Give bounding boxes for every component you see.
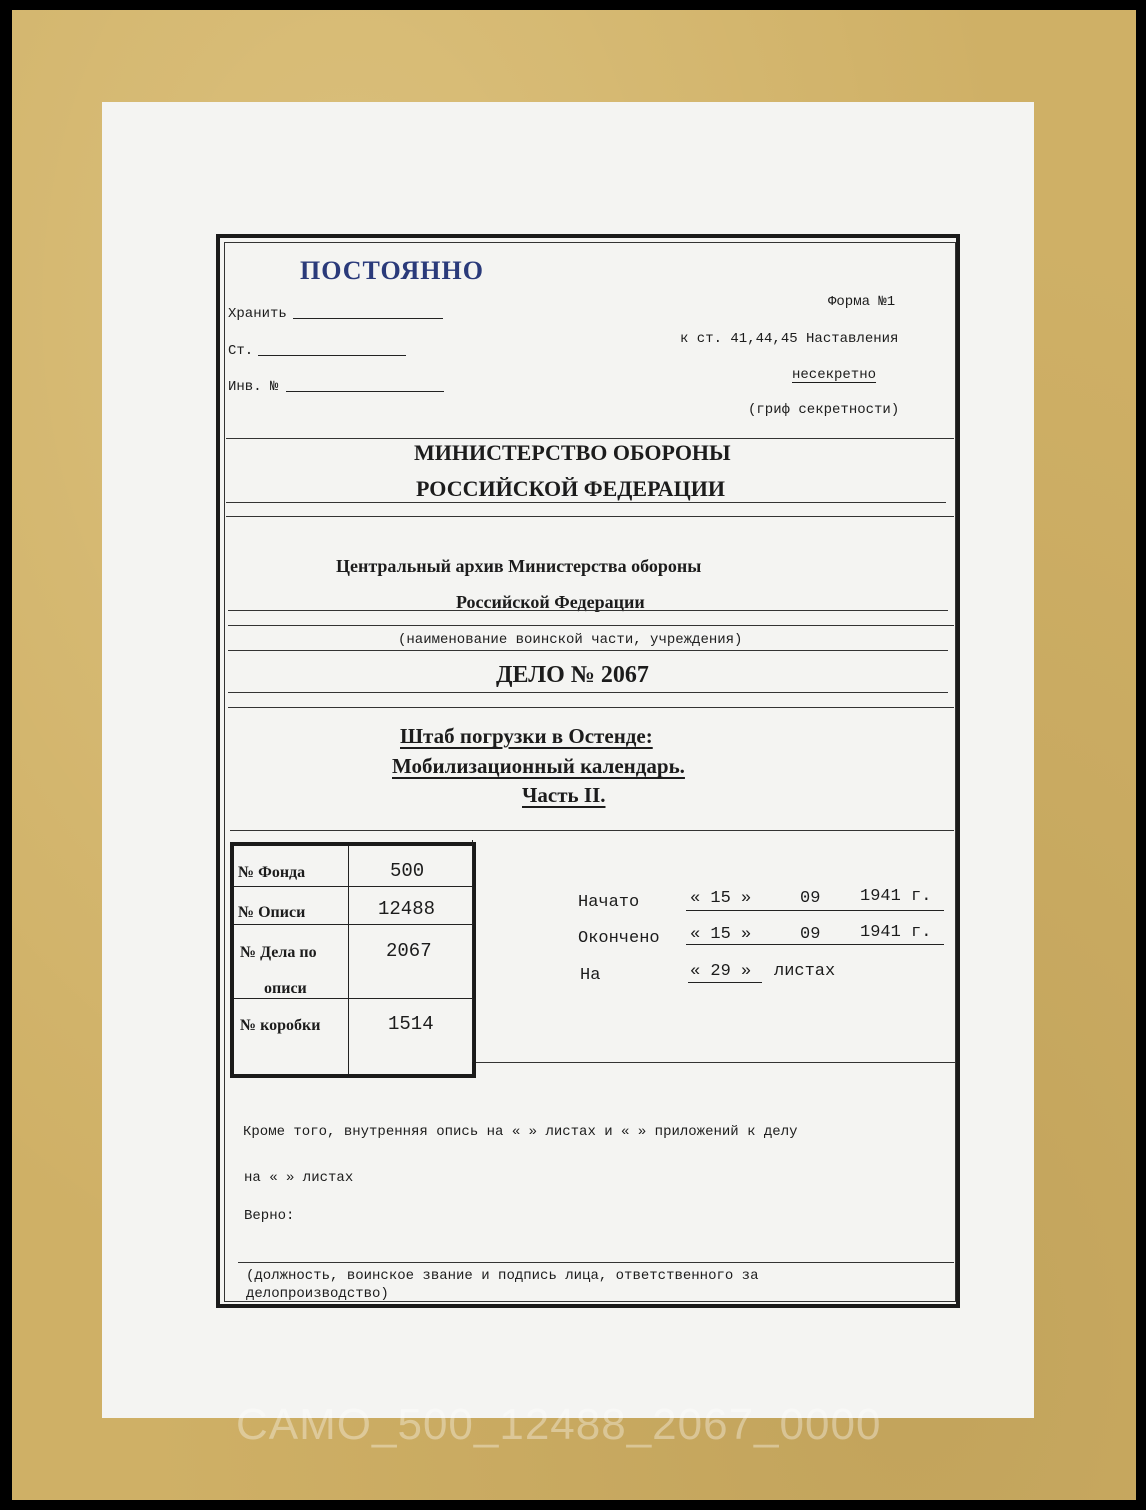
started-month: 09 — [800, 889, 821, 908]
st-label: Ст. — [228, 343, 254, 359]
form-number: Форма №1 — [828, 294, 896, 310]
divider — [228, 625, 954, 626]
fond-value: 500 — [390, 860, 425, 882]
box-label: № коробки — [240, 1017, 321, 1034]
keep-line — [293, 318, 443, 319]
keep-label: Хранить — [228, 306, 287, 322]
divider — [226, 438, 954, 439]
divider — [226, 502, 946, 503]
ids-row-divider — [234, 998, 472, 999]
besides-text: Кроме того, внутренняя опись на « » листах и « » приложений к делу — [243, 1124, 798, 1140]
ids-row-divider — [234, 886, 472, 887]
sheets-count: « 29 » — [690, 962, 752, 981]
archive-line2: Российской Федерации — [456, 592, 645, 612]
ended-day: « 15 » — [690, 925, 752, 944]
case-title: ДЕЛО № 2067 — [496, 662, 649, 688]
articles-ref: к ст. 41,44,45 Наставления — [680, 331, 899, 347]
position-caption-line1: (должность, воинское звание и подпись лица, ответственного за — [246, 1268, 759, 1284]
sheets-label: листах — [774, 962, 836, 981]
vertical-divider — [472, 840, 473, 1062]
secrecy-caption: (гриф секретности) — [748, 402, 900, 418]
delo-label-line1: № Дела по — [240, 944, 317, 961]
ids-row-divider — [234, 924, 472, 925]
verified-label: Верно: — [244, 1208, 295, 1224]
delo-value: 2067 — [386, 940, 432, 962]
archive-caption: (наименование воинской части, учреждения) — [398, 632, 743, 648]
scan-watermark: CAMO_500_12488_2067_0000 — [236, 1400, 882, 1449]
started-label: Начато — [578, 893, 640, 912]
position-caption-line2: делопроизводство) — [246, 1286, 389, 1302]
sheets-line — [688, 982, 762, 983]
st-line — [258, 355, 406, 356]
divider — [228, 707, 954, 708]
delo-label-line2: описи — [264, 980, 307, 997]
ministry-line2: РОССИЙСКОЙ ФЕДЕРАЦИИ — [416, 476, 725, 501]
box-value: 1514 — [388, 1013, 434, 1035]
permanent-stamp: ПОСТОЯННО — [300, 256, 484, 285]
inv-label: Инв. № — [228, 379, 279, 395]
started-day: « 15 » — [690, 889, 752, 908]
divider — [230, 830, 954, 831]
divider — [228, 650, 948, 651]
started-year: 1941 г. — [860, 887, 932, 906]
divider — [228, 610, 948, 611]
started-line — [686, 910, 944, 911]
opis-label: № Описи — [238, 904, 306, 921]
case-subject-line1: Штаб погрузки в Остенде: — [400, 724, 653, 748]
divider — [228, 692, 948, 693]
on-sheets-text: на « » листах — [244, 1170, 354, 1186]
divider — [476, 1062, 956, 1063]
case-subject-line3: Часть II. — [522, 783, 606, 807]
opis-value: 12488 — [378, 898, 436, 920]
ended-month: 09 — [800, 925, 821, 944]
fond-label: № Фонда — [238, 864, 306, 881]
ended-line — [686, 944, 944, 945]
ended-year: 1941 г. — [860, 923, 932, 942]
secrecy-value: несекретно — [792, 367, 877, 383]
ended-label: Окончено — [578, 929, 660, 948]
inv-line — [286, 391, 444, 392]
ids-column-divider — [348, 846, 349, 1074]
divider — [238, 1262, 954, 1263]
archive-line1: Центральный архив Министерства обороны — [336, 556, 702, 576]
divider — [226, 516, 954, 517]
case-subject-line2: Мобилизационный календарь. — [392, 754, 685, 778]
ministry-line1: МИНИСТЕРСТВО ОБОРОНЫ — [414, 440, 731, 465]
on-label: На — [580, 966, 601, 985]
